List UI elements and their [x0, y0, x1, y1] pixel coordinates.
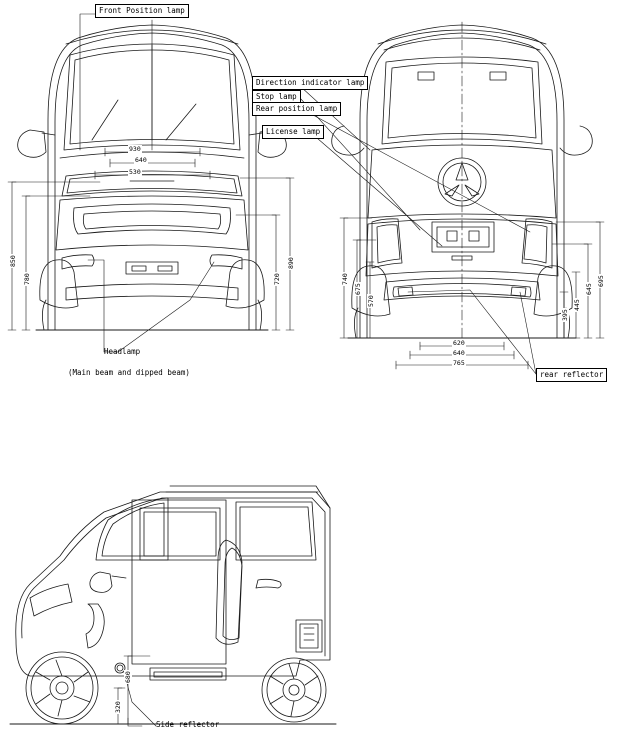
dim-rear-640: 640 — [453, 349, 465, 357]
dim-front-930: 930 — [129, 145, 141, 153]
label-front-position-lamp: Front Position lamp — [95, 4, 189, 18]
dim-rear-620: 620 — [453, 339, 465, 347]
dim-rear-740: 740 — [341, 273, 349, 285]
dim-front-640: 640 — [135, 156, 147, 164]
label-headlamp-note: (Main beam and dipped beam) — [68, 368, 190, 377]
label-stop-lamp: Stop lamp — [252, 90, 301, 104]
label-direction-indicator-lamp: Direction indicator lamp — [252, 76, 368, 90]
side-view-geometry — [10, 486, 336, 724]
label-license-lamp: License lamp — [262, 125, 324, 139]
dim-rear-695: 695 — [597, 275, 605, 287]
label-rear-reflector: rear reflector — [536, 368, 607, 382]
dim-rear-645: 645 — [585, 283, 593, 295]
front-view-leaders — [80, 14, 214, 352]
dim-front-890: 890 — [287, 257, 295, 269]
side-view-dimensions — [114, 656, 150, 726]
front-view-dimensions — [8, 148, 294, 330]
dim-rear-395: 395 — [561, 309, 569, 321]
dim-front-530: 530 — [129, 168, 141, 176]
dim-side-320: 320 — [114, 701, 122, 713]
dim-rear-570: 570 — [367, 295, 375, 307]
dim-rear-445: 445 — [573, 299, 581, 311]
dim-front-720: 720 — [273, 273, 281, 285]
dim-front-850: 850 — [9, 255, 17, 267]
dim-side-680: 680 — [124, 671, 132, 683]
label-headlamp: Headlamp — [104, 347, 141, 356]
label-side-reflector: Side reflector — [156, 720, 220, 729]
dim-front-780: 780 — [23, 273, 31, 285]
dim-rear-765: 765 — [453, 359, 465, 367]
dim-rear-675: 675 — [354, 283, 362, 295]
label-rear-position-lamp: Rear position lamp — [252, 102, 341, 116]
